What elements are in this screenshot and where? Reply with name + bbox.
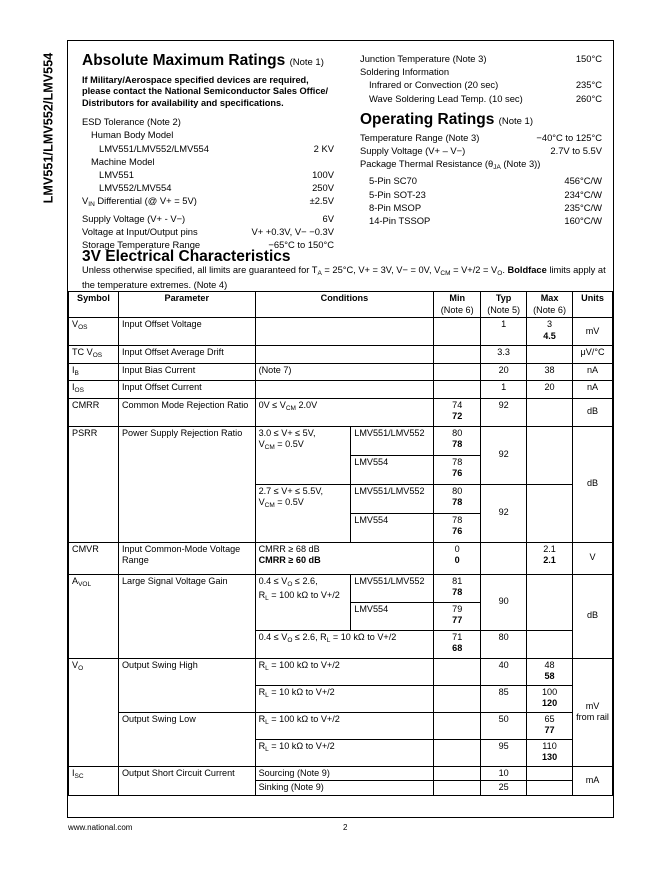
solder-row: Soldering Information [360,66,450,78]
mm551-row: LMV551 100V [99,169,334,181]
table-row-tcvos: TC $V_{OS}$ Input Offset Average Drift 3.3 μV/°C [69,346,613,364]
hbm-parts-row: LMV551/LMV552/LMV554 2 KV [99,142,334,154]
header-row: Symbol Parameter Conditions Min (Note 6) Typ (Note 5) Max (Note 6) Units [69,292,613,318]
footer-site: www.national.com [68,823,133,832]
right-column [360,52,614,227]
pkg-sc70: 5-Pin SC70 456°C/W [369,175,602,187]
vin-row: $V_{IN}$ Differential (@ V+ = 5V) ±2.5V [82,195,334,209]
pkg-tssop: 14-Pin TSSOP 160°C/W [369,215,602,227]
esd-row: ESD Tolerance (Note 2) [82,116,181,128]
mm-row: Machine Model [91,155,155,167]
wave-row: Wave Soldering Lead Temp. (10 sec) 260°C [369,92,602,104]
supply-row: Supply Voltage (V+ - V−) 6V [82,212,334,224]
table-row-ios: $I_{OS}$ Input Offset Current 1 20 nA [69,381,613,399]
table-row-ib: $I_B$ Input Bias Current (Note 7) 20 38 nA [69,363,613,381]
storage-row: Storage Temperature Range −65°C to 150°C [82,239,334,251]
hbm-row: Human Body Model [91,129,174,141]
footer-page: 2 [343,823,348,832]
table-row-cmvr: CMVR Input Common-Mode Voltage Range CMRR ≥ 68 dB CMRR ≥ 60 dB 0 0 2.1 2.1 V [69,542,613,574]
ec-title: 3V Electrical Characteristics [82,248,291,265]
table-row-psrr-2: LMV554 78 76 [69,455,613,484]
op-title: Operating Ratings (Note 1) [360,110,533,128]
temp-row: Temperature Range (Note 3) −40°C to 125°C [360,131,602,143]
table-row-vos: $V_{OS}$ Input Offset Voltage 1 3 4.5 mV [69,318,613,346]
table-row-psrr-3: 2.7 ≤ V+ ≤ 5.5V, $V_{CM} = 0.5V$ LMV551/LMV552 80 78 92 [69,484,613,513]
table-row-avol-3: $0.4 \le V_O \le 2.6$, $R_L = 10$ kΩ to V+/2 71 68 80 [69,630,613,658]
table-row-psrr-1: PSRR Power Supply Rejection Ratio 3.0 ≤ V+ ≤ 5V, $V_{CM} = 0.5V$ LMV551/LMV552 80 78 92 dB [69,426,613,455]
abs-title: Absolute Maximum Ratings (Note 1) [82,52,324,69]
table-row-vo-2: $R_L = 10$ kΩ to V+/2 85 100 120 [69,685,613,712]
table-row-isc-2: Sinking (Note 9) 25 [69,781,613,796]
pkg-msop: 8-Pin MSOP 235°C/W [369,201,602,213]
ec-table [68,291,613,796]
mm552-row: LMV552/LMV554 250V [99,182,334,194]
table-row-avol-1: $A_{VOL}$ Large Signal Voltage Gain $0.4 \le V_O \le 2.6$, $R_L = 100$ kΩ to V+/2 LMV551/LMV552 81 78 90 dB [69,574,613,602]
thermal-row: Package Thermal Resistance ($\theta_{JA}$ (Note 3)) [360,158,541,172]
side-title: LMV551/LMV552/LMV554 [41,52,56,204]
table-row-vo-1: $V_O$ Output Swing High $R_L = 100$ kΩ to V+/2 40 48 58 mV from rail [69,658,613,685]
table-row-cmrr: CMRR Common Mode Rejection Ratio $0V \le V_{CM}$ 2.0V 74 72 92 dB [69,398,613,426]
pkg-sot23: 5-Pin SOT-23 234°C/W [369,188,602,200]
op-supply-row: Supply Voltage (V+ – V−) 2.7V to 5.5V [360,145,602,157]
mil-warning: If Military/Aerospace specified devices are required, please contact the National Semiconductor Sales Office/ Distributors for availability and specifications. [82,75,329,108]
table-row-avol-2: LMV554 79 77 [69,602,613,630]
table-row-vo-3: Output Swing Low $R_L = 100$ kΩ to V+/2 50 65 77 [69,712,613,739]
table-row-vo-4: $R_L = 10$ kΩ to V+/2 95 110 130 [69,739,613,766]
ec-description: Unless otherwise specified, all limits are guaranteed for $T_A = 25^\circ C$, V+ = 3V, V− = 0V, $V_{CM} = V+/2 = V_O$. Boldface limits apply at the temperature extremes. (Note 4) [82,265,606,290]
ir-row: Infrared or Convection (20 sec) 235°C [369,79,602,91]
abs-max-ratings [82,52,334,251]
vio-row: Voltage at Input/Output pins V+ +0.3V, V− −0.3V [82,225,334,237]
table-row-psrr-4: LMV554 78 76 [69,513,613,542]
table-row-isc-1: $I_{SC}$ Output Short Circuit Current Sourcing (Note 9) 10 mA [69,766,613,781]
junction-row: Junction Temperature (Note 3) 150°C [360,53,602,64]
